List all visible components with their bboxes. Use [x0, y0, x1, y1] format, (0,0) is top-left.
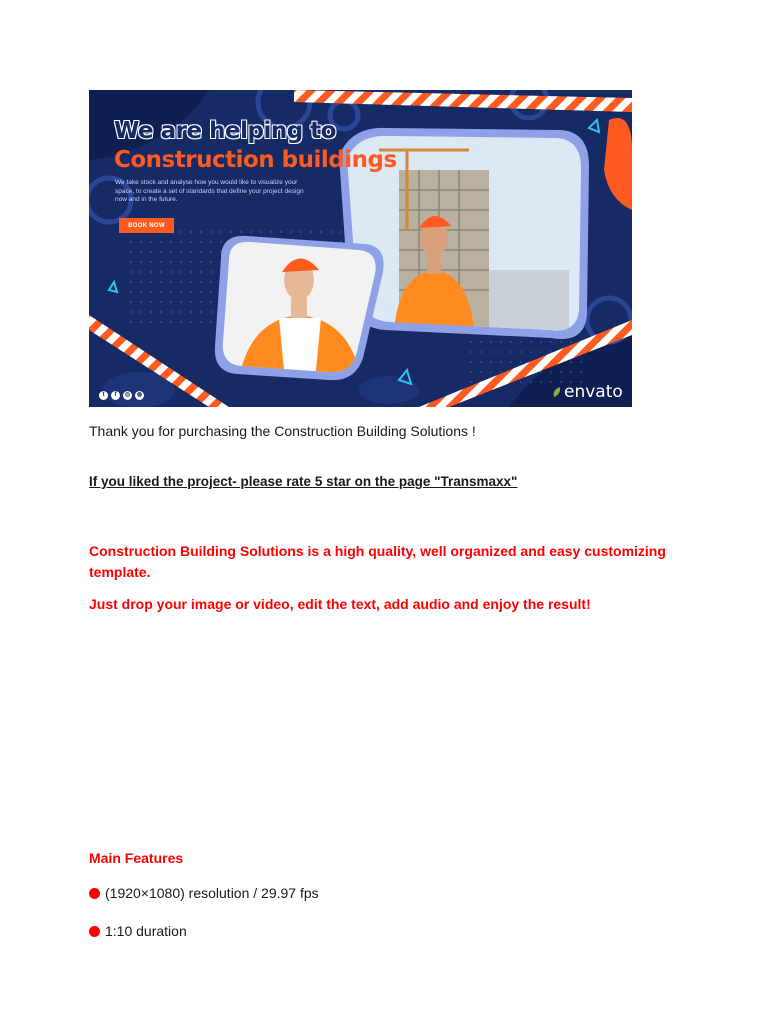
book-now-button[interactable]: BOOK NOW	[119, 218, 174, 233]
main-features-heading: Main Features	[89, 850, 184, 866]
rate-request-link[interactable]: If you liked the project- please rate 5 star on the page "Transmaxx"	[89, 474, 518, 489]
bullet-dot-icon	[89, 926, 100, 937]
banner-description: We take stock and analyse how you would like to visualize your space, to create a set of standards that define your project design now and in the future.	[115, 179, 304, 203]
feature-text: 1:10 duration	[105, 923, 187, 939]
instagram-icon[interactable]: ◎	[124, 392, 131, 398]
banner-title-line-1: We are helping to	[114, 118, 336, 144]
feature-item	[89, 923, 187, 939]
banner-title-line-2: Construction buildings	[114, 147, 397, 173]
envato-leaf-icon	[552, 386, 562, 398]
globe-icon[interactable]: ◍	[136, 392, 143, 398]
facebook-icon[interactable]: f	[111, 391, 120, 400]
envato-logo	[552, 382, 623, 402]
social-icons	[99, 391, 144, 400]
feature-item	[89, 885, 319, 901]
thank-you-text: Thank you for purchasing the Construction Building Solutions !	[89, 423, 476, 439]
promo-banner	[89, 90, 632, 407]
template-description: Construction Building Solutions is a high quality, well organized and easy customizing template.	[89, 543, 666, 580]
feature-text: (1920×1080) resolution / 29.97 fps	[105, 885, 319, 901]
banner-title	[114, 117, 397, 175]
bullet-dot-icon	[89, 888, 100, 899]
envato-wordmark: envato	[564, 382, 623, 402]
twitter-icon[interactable]: t	[99, 391, 108, 400]
usage-instructions: Just drop your image or video, edit the text, add audio and enjoy the result!	[89, 596, 591, 612]
